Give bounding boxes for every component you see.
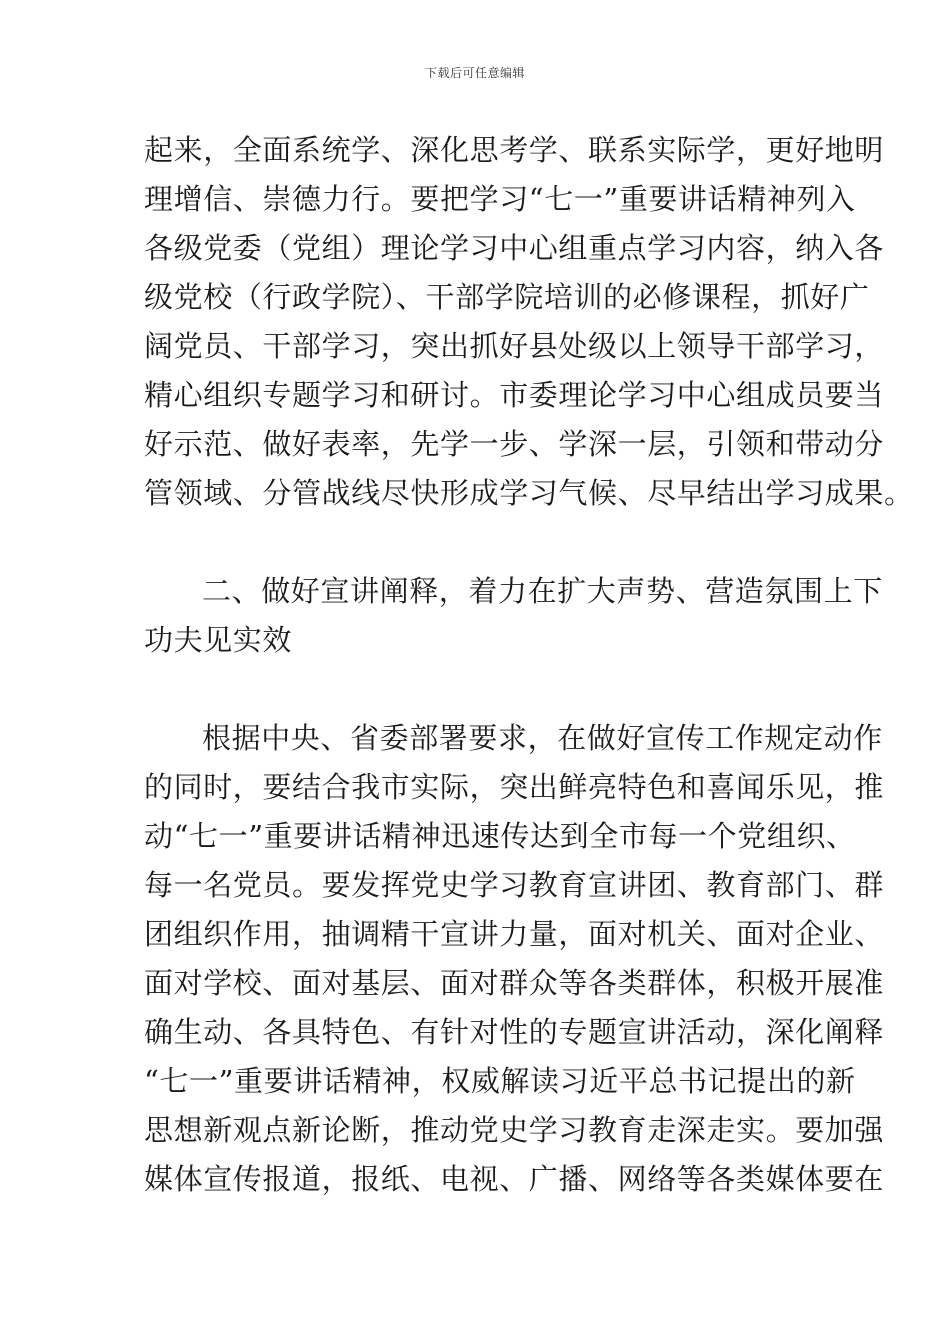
text-line: 好示范、做好表率，先学一步、学深一层，引领和带动分 — [144, 427, 885, 461]
heading-line: 功夫见实效 — [144, 623, 293, 657]
paragraph-continued — [144, 126, 914, 518]
text-line: 动“七一”重要讲话精神迅速传达到全市每一个党组织、 — [144, 819, 856, 853]
text-line: 理增信、崇德力行。要把学习“七一”重要讲话精神列入 — [144, 182, 856, 216]
text-line: 阔党员、干部学习，突出抓好县处级以上领导干部学习， — [144, 329, 885, 363]
heading-line: 二、做好宣讲阐释，着力在扩大声势、营造氛围上下 — [202, 574, 883, 608]
text-line: 团组织作用，抽调精干宣讲力量，面对机关、面对企业、 — [144, 917, 885, 951]
text-line: 管领域、分管战线尽快形成学习气候、尽早结出学习成果。 — [144, 476, 914, 510]
section-heading — [144, 567, 883, 665]
text-line: 思想新观点新论断，推动党史学习教育走深走实。要加强 — [144, 1113, 885, 1147]
document-body — [144, 126, 914, 1204]
text-line: 的同时，要结合我市实际，突出鲜亮特色和喜闻乐见，推 — [144, 770, 885, 804]
text-line: 各级党委（党组）理论学习中心组重点学习内容，纳入各 — [144, 231, 885, 265]
text-line: 每一名党员。要发挥党史学习教育宣讲团、教育部门、群 — [144, 868, 885, 902]
paragraph-spacer — [144, 518, 808, 567]
text-line: 确生动、各具特色、有针对性的专题宣讲活动，深化阐释 — [144, 1015, 885, 1049]
text-line: 根据中央、省委部署要求，在做好宣传工作规定动作 — [202, 721, 883, 755]
text-line: 起来，全面系统学、深化思考学、联系实际学，更好地明 — [144, 133, 885, 167]
text-line: 精心组织专题学习和研讨。市委理论学习中心组成员要当 — [144, 378, 885, 412]
paragraph-spacer — [144, 665, 808, 714]
paragraph — [144, 714, 885, 1204]
text-line: “七一”重要讲话精神，权威解读习近平总书记提出的新 — [144, 1064, 856, 1098]
text-line: 级党校（行政学院）、干部学院培训的必修课程，抓好广 — [144, 280, 870, 314]
text-line: 媒体宣传报道，报纸、电视、广播、网络等各类媒体要在 — [144, 1162, 885, 1196]
text-line: 面对学校、面对基层、面对群众等各类群体，积极开展准 — [144, 966, 885, 1000]
page-header: 下载后可任意编辑 — [424, 66, 525, 80]
